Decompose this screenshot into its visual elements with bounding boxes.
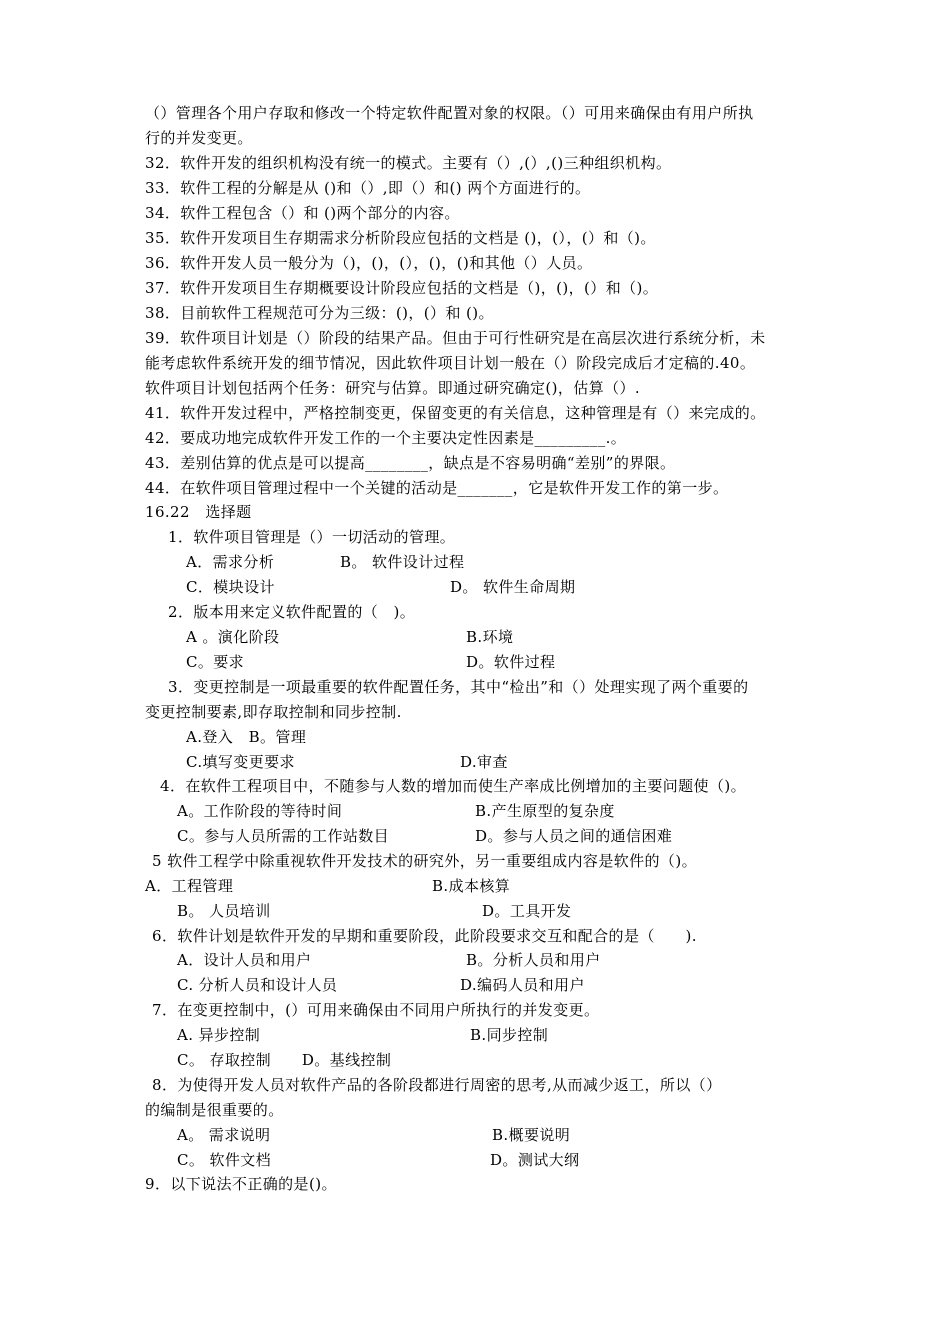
option: A. 异步控制 (177, 1026, 261, 1044)
option: B.概要说明 (492, 1126, 571, 1144)
text-line: 变更控制要素,即存取控制和同步控制. (145, 703, 402, 721)
option: B。 软件设计过程 (340, 553, 465, 571)
option: A。工作阶段的等待时间 (177, 802, 343, 820)
choice-question-6: 6．软件计划是软件开发的早期和重要阶段，此阶段要求交互和配合的是（ ). (152, 927, 697, 945)
option: B。 人员培训 (177, 902, 271, 920)
option: A。 需求说明 (177, 1126, 271, 1144)
text-line: 行的并发变更。 (145, 129, 253, 147)
option: C.填写变更要求 (186, 753, 295, 771)
option: A 。演化阶段 (186, 628, 280, 646)
choice-question-7: 7．在变更控制中，(）可用来确保由不同用户所执行的并发变更。 (152, 1001, 600, 1019)
choice-question-4: 4．在软件工程项目中，不随参与人数的增加而使生产率成比例增加的主要问题使（)。 (160, 777, 746, 795)
option: B.环境 (466, 628, 514, 646)
option: D。测试大纲 (490, 1151, 580, 1169)
option: D。软件过程 (466, 653, 556, 671)
option: A．工程管理 (145, 877, 234, 895)
choice-question-9: 9．以下说法不正确的是()。 (145, 1175, 337, 1193)
option: B。分析人员和用户 (466, 951, 601, 969)
question-34: 34．软件工程包含（）和 ()两个部分的内容。 (145, 204, 460, 222)
question-37: 37．软件开发项目生存期概要设计阶段应包括的文档是（)，()，(）和（)。 (145, 279, 659, 297)
text-line: 软件项目计划包括两个任务：研究与估算。即通过研究确定()，估算（）. (145, 379, 641, 397)
question-38: 38．目前软件工程规范可分为三级：()，(）和 ()。 (145, 304, 494, 322)
option: A．需求分析 (186, 553, 275, 571)
section-heading: 16.22 选择题 (145, 503, 252, 521)
question-43: 43．差别估算的优点是可以提高________，缺点是不容易明确“差别”的界限。 (145, 454, 676, 472)
text-line: （）管理各个用户存取和修改一个特定软件配置对象的权限。（）可用来确保由有用户所执 (145, 104, 754, 122)
question-44: 44．在软件项目管理过程中一个关键的活动是_______，它是软件开发工作的第一步。 (145, 479, 729, 497)
question-32: 32．软件开发的组织机构没有统一的模式。主要有（）,(）,()三种组织机构。 (145, 154, 672, 172)
option: A.登入 B。管理 (186, 728, 307, 746)
option: C。 存取控制 D。基线控制 (177, 1051, 392, 1069)
choice-question-8: 8．为使得开发人员对软件产品的各阶段都进行周密的思考,从而减少返工，所以（） (152, 1076, 722, 1094)
option: C. 分析人员和设计人员 (177, 976, 338, 994)
option: B.产生原型的复杂度 (475, 802, 615, 820)
option: D.编码人员和用户 (460, 976, 585, 994)
option: C．模块设计 (186, 578, 275, 596)
question-39: 39．软件项目计划是（）阶段的结果产品。但由于可行性研究是在高层次进行系统分析，未 (145, 329, 766, 347)
question-42: 42．要成功地完成软件开发工作的一个主要决定性因素是_________.。 (145, 429, 627, 447)
choice-question-5: 5 软件工程学中除重视软件开发技术的研究外，另一重要组成内容是软件的（)。 (152, 852, 697, 870)
option: C。要求 (186, 653, 245, 671)
option: C。参与人员所需的工作站数目 (177, 827, 390, 845)
option: D。参与人员之间的通信困难 (475, 827, 673, 845)
choice-question-3: 3．变更控制是一项最重要的软件配置任务，其中“检出”和（）处理实现了两个重要的 (168, 678, 749, 696)
choice-question-1: 1．软件项目管理是（）一切活动的管理。 (168, 528, 456, 546)
option: B.同步控制 (470, 1026, 549, 1044)
choice-question-2: 2．版本用来定义软件配置的（ )。 (168, 603, 416, 621)
option: B.成本核算 (432, 877, 511, 895)
text-line: 的编制是很重要的。 (145, 1101, 284, 1119)
option: D。工具开发 (482, 902, 572, 920)
question-33: 33．软件工程的分解是从 ()和（）,即（）和() 两个方面进行的。 (145, 179, 591, 197)
option: A．设计人员和用户 (177, 951, 312, 969)
question-41: 41．软件开发过程中，严格控制变更，保留变更的有关信息，这种管理是有（）来完成的。 (145, 404, 766, 422)
question-35: 35．软件开发项目生存期需求分析阶段应包括的文档是 ()，(），(）和（)。 (145, 229, 656, 247)
option: D。 软件生命周期 (450, 578, 576, 596)
option: C。 软件文档 (177, 1151, 272, 1169)
text-line: 能考虑软件系统开发的细节情况，因此软件项目计划一般在（）阶段完成后才定稿的.40。 (145, 354, 756, 372)
question-36: 36．软件开发人员一般分为（)，()，(），()，()和其他（）人员。 (145, 254, 593, 272)
option: D.审查 (460, 753, 508, 771)
